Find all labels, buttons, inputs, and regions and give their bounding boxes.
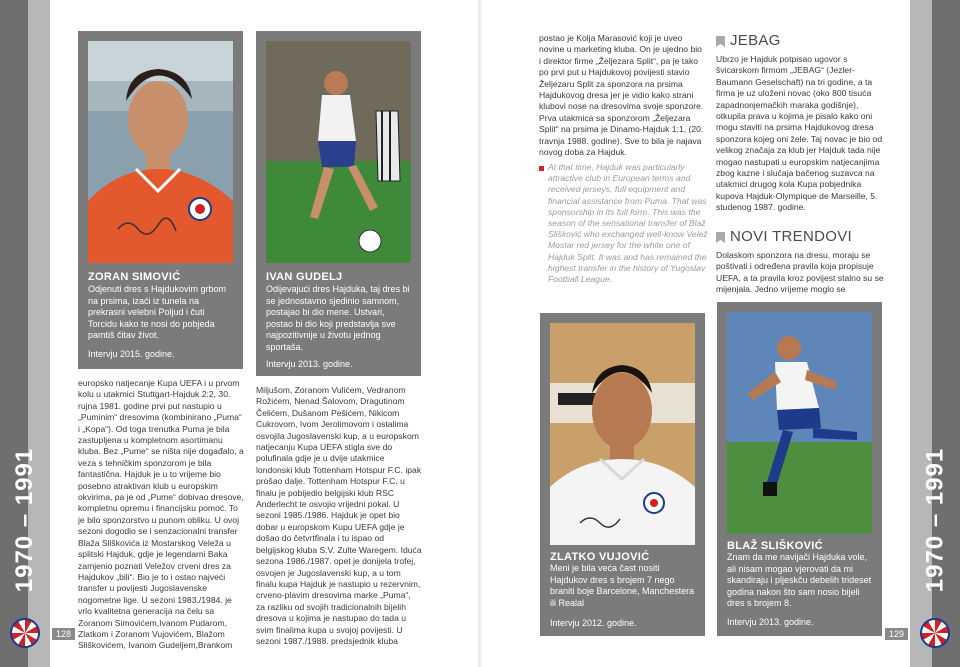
page-number-left: 128 — [52, 628, 75, 640]
action-photo-image — [266, 41, 411, 263]
player-quote: Meni je bila veća čast nositi Hajdukov dres s brojem 7 nego braniti boje Barcelone, Manchestera ili Realal — [550, 563, 695, 608]
player-quote: Znam da me navijači Hajduka vole, ali nisam mogao vjerovati da mi skandiraju i pljeskču debelih trideset godina nakon što sam nosio bijeli dres s brojem 8. — [727, 552, 872, 608]
player-card-vujovic — [540, 313, 705, 636]
interview-year: Intervju 2013. godine. — [727, 617, 814, 627]
player-photo-sliskovic — [727, 312, 872, 534]
era-label-left: 1970 – 1991 — [11, 447, 38, 593]
player-name: IVAN GUDELJ — [266, 271, 343, 283]
section-heading-novi-trendovi: NOVI TRENDOVI — [730, 228, 852, 245]
player-name: ZORAN SIMOVIĆ — [88, 271, 181, 283]
player-card-simovic — [78, 31, 243, 369]
english-quote: At that time, Hajduk was particularly attractive club in European terms and received jerseys, full equipment and financial assistance from Puma. That was sponsorship in its full form. This was the season of the sensational transfer of Blaž Slišković who exchanged well-know Velež Mostar red jersey for the white one of Hajduk Split. It was and has remained the highest transfer in the history of Yugoslav Football League. — [548, 162, 708, 285]
bookmark-icon — [716, 36, 725, 47]
interview-year: Intervju 2015. godine. — [88, 349, 175, 359]
hajduk-crest-icon — [10, 618, 40, 648]
bookmark-icon — [716, 232, 725, 243]
player-quote: Odijevajući dres Hajduka, taj dres bi se jednostavno sjedinio samnom, postajao bi dio mene. Ustvari, postao bi dio koji predstavlja sve najpozitivnije u životu jednog sportaša. — [266, 284, 410, 352]
action-photo-image — [727, 312, 872, 534]
player-photo-simovic — [88, 41, 233, 263]
player-quote: Odjenuti dres s Hajdukovim grbom na prsima, izaći iz tunela na prekrasni velebni Poljud i čuti Torcidu kako te nosi do pobjeda pamtiš čitav život. — [88, 284, 227, 340]
interview-year: Intervju 2012. godine. — [550, 618, 637, 628]
player-photo-gudelj — [266, 41, 411, 263]
page-number-right: 129 — [885, 628, 908, 640]
era-label-right: 1970 – 1991 — [921, 447, 948, 593]
right-side-strip — [910, 0, 960, 667]
body-column-left-2: Miljušom, Zoranom Vulićem, Vedranom Rožićem, Nenad Šalovom, Dragutinom Čelićem, Dušanom Pešićem, Nikicom Cukrovom, Ivom Jerolimovom i ostalima osvojila Jugoslavenski kup, a u europskom natjecanju Kupa UEFA stigla sve do polufinala gdje je u dvije utakmice londonski klub Tottenham Hotspur F.C. ipak prošao dalje. Tottenham Hotspur F.C. u finalu je pobijedio belgijski klub RSC Anderlecht te osvojio vrijedni pokal. U sezoni 1985./1986. Hajduk je opet bio dobar u europskom Kupu UEFA gdje je došao do četvrtfinala i tu ispao od belgijskog kluba S.V. Zulte Waregem. Iduća sezona 1986./1987. opet je donijela trofej, osvojen je Jugoslavenski kup, a u tom finalu kupa Hajduk je nastupio u rezervnim, crveno-plavim dresovima marke „Puma“, za razliku od svojih tradicionalnih bijelih dresova u kojima je nastupao do tada u svim finalima kupa u svojoj povijesti. U sezoni 1987./1988. predsjednik kluba — [256, 385, 422, 646]
section-body-jebag: Ubrzo je Hajduk potpisao ugovor s švicarskom firmom „JEBAG“ (Jezler-Baumann Geselschaft) na tri godine, a ta firma je uz uloženi novac (oko 800 tisuća zapadnonjemačkih maraka godišnje), otkupila prava u kojima je pisalo kako oni mogu staviti na prsima Hajdukovog dresa sponzora kojeg oni žele. Taj novac je bio od velikog značaja za klub jer Hajduk tada nije mogao nastupati u europskim natjecanjima zbog kazne i slučaja bačenog suzavca na utakmici drugog kola Kupa pobjednika kupova Hajduk-Olympique de Marseille, 5. studenog 1987. godine. — [716, 54, 883, 213]
body-column-left-1: europsko natjecanje Kupa UEFA i u prvom kolu u utakmici Stuttgart-Hajduk 2:2, 30. rujna 1981. godine prvi put nastupio u „Puminim“ dresovima (kombinirano „Puma“ i „Kopa“). Od toga trenutka Puma je bila zastupljena u kompletnom asortimanu kluba. Bez „Pume“ se ništa nije događalo, a veza s tehničkim sponzorom je bila fantastična. Hajduk je u to vrijeme bio posebno atraktivan klub u europskim okvirima, pa je od „Pume“ dobivao dresove, kompletnu opremu i financijsku pomoć. To je bilo sponzorstvo u punom obliku. U ovoj sezoni dogodio se i senzacionalni transfer Blaža Sliškovića iz Mostarskog Veleža u splitski Hajduk, gdje je legendarni Baka zamjenio poznati Veležov crveni dres za Hajdukov „bili“. Bio je to i ostao najveći transfer u povijesti Jugoslavenske nogometne lige. U sezoni 1983./1984. je vrlo kvalitetna generacija na čelu sa Zoranom Simovićem,Ivanom Pudarom, Zlatkom i Zoranom Vujovićem, Blažom Sliškovićem, Ivanom Gudeljem,Brankom — [78, 378, 244, 651]
portrait-image — [550, 323, 695, 545]
section-body-novi-trendovi: Dolaskom sponzora na dresu, moraju se poštivati i određena pravila koja propisuje UEFA, a ta pravila kroz povijest stalno su se mijenjala. Jedno vrijeme moglo se — [716, 250, 884, 295]
player-name: BLAŽ SLIŠKOVIĆ — [727, 540, 823, 552]
body-column-right-1: postao je Kolja Marasović koji je uveo novine u marketing kluba. On je ujedno bio i direktor firme „Željezara Split“, pa je tako po prvi put u Hajdukovoj povijesti stavio Željezaru Split za sponzora na prsima Hajdukovog dresa jer je vidio kako strani klubovi nose na dresovima svoje sponzore. Prva utakmica sa sponzorom „Željezara Split“ na prsima je Dinamo-Hajduk 1:1, (20. travnja 1988. godine). Sve to bila je najava novog doba za Hajduk. — [539, 33, 704, 158]
left-side-strip — [0, 0, 50, 667]
player-card-sliskovic — [717, 302, 882, 636]
hajduk-crest-icon — [920, 618, 950, 648]
page-gutter — [478, 0, 482, 667]
quote-marker-icon — [539, 166, 544, 171]
player-photo-vujovic — [550, 323, 695, 545]
player-card-gudelj — [256, 31, 421, 376]
player-name: ZLATKO VUJOVIĆ — [550, 551, 650, 563]
portrait-image — [88, 41, 233, 263]
interview-year: Intervju 2013. godine. — [266, 359, 353, 369]
section-heading-jebag: JEBAG — [730, 32, 781, 49]
